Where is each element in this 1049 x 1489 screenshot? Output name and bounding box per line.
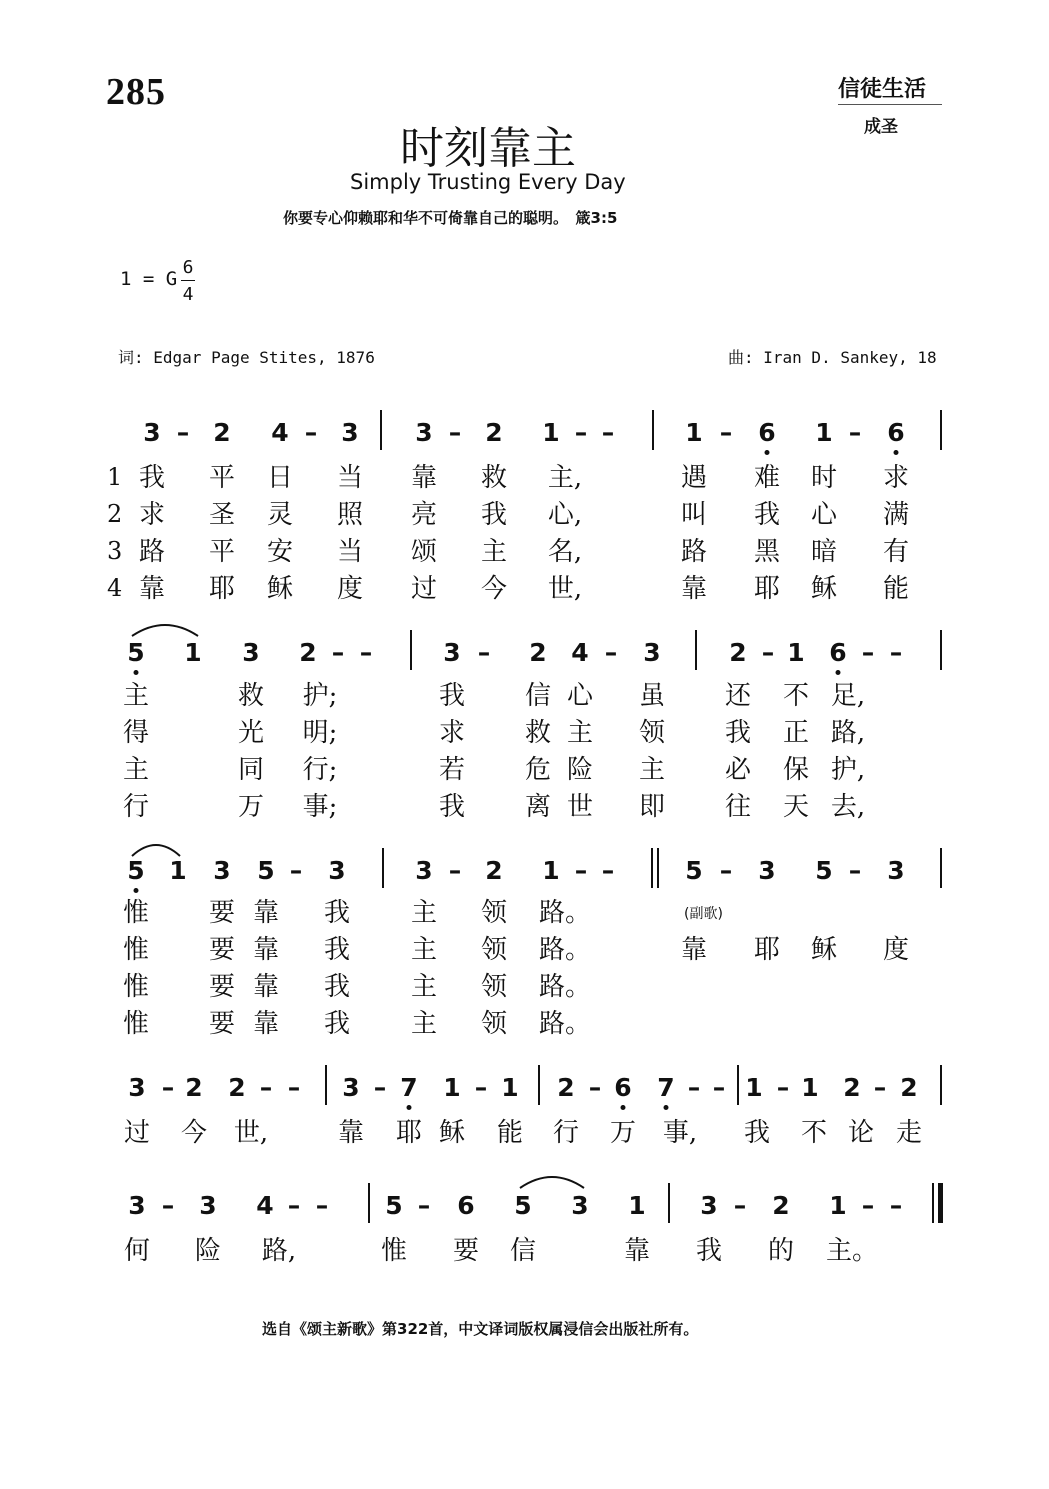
note-low: 6: [829, 638, 847, 667]
lyric: 去,: [830, 792, 866, 822]
lyric: 领: [480, 1009, 508, 1039]
scripture-reference: 你要专心仰赖耶和华不可倚靠自己的聪明。 箴3:5: [283, 209, 618, 227]
lyric: 要: [208, 972, 236, 1002]
lyric: 黑: [753, 537, 781, 567]
note: 1: [542, 418, 560, 447]
slur: [130, 838, 182, 858]
note: 1: [501, 1073, 519, 1102]
lyric: 信: [524, 681, 552, 711]
verse-number: 4: [107, 574, 123, 602]
lyric: 主: [638, 755, 666, 785]
barline: [668, 1183, 670, 1223]
lyricist-credit: 词: Edgar Page Stites, 1876: [118, 348, 375, 367]
low-octave-dot: [407, 1105, 412, 1110]
low-octave-dot: [621, 1105, 626, 1110]
lyric: 路: [680, 537, 708, 567]
lyric: 心,: [547, 500, 583, 530]
lyric: 平: [208, 463, 236, 493]
lyric: 光: [237, 718, 265, 748]
lyric: 路,: [830, 718, 866, 748]
dash: –: [176, 418, 190, 447]
lyric: 靠: [138, 574, 166, 604]
lyric: 何: [123, 1236, 151, 1266]
lyric: 行;: [302, 755, 338, 785]
lyric: 求: [438, 718, 466, 748]
note-low: 6: [887, 418, 905, 447]
dash: –: [259, 1073, 273, 1102]
dash: –: [733, 1191, 747, 1220]
note: 3: [242, 638, 260, 667]
hymn-title: 时刻靠主: [400, 123, 576, 174]
lyric: 得: [122, 718, 150, 748]
lyric: 信: [509, 1236, 537, 1266]
lyric: 领: [480, 972, 508, 1002]
dash: –: [848, 418, 862, 447]
lyric: 当: [336, 463, 364, 493]
lyric: 路。: [538, 972, 592, 1002]
lyric: 还: [724, 681, 752, 711]
lyric: 事;: [302, 792, 338, 822]
dash: –: [304, 418, 318, 447]
note: 1: [443, 1073, 461, 1102]
note: 5: [385, 1191, 403, 1220]
lyric: 时: [810, 463, 838, 493]
lyric: 能: [496, 1118, 524, 1148]
lyric: 今: [480, 574, 508, 604]
lyric: 离: [524, 792, 552, 822]
dash: –: [287, 1073, 301, 1102]
dash: –: [574, 418, 588, 447]
category-label: 信徒生活: [838, 76, 927, 102]
dash: –: [287, 1191, 301, 1220]
note: 5: [514, 1191, 532, 1220]
slur: [130, 618, 200, 638]
note: 3: [700, 1191, 718, 1220]
dash: –: [331, 638, 345, 667]
lyric: 圣: [208, 500, 236, 530]
dash: –: [315, 1191, 329, 1220]
lyric: 我: [695, 1236, 723, 1266]
low-octave-dot: [134, 670, 139, 675]
lyric: 救: [480, 463, 508, 493]
dash: –: [161, 1191, 175, 1220]
final-barline-thick: [938, 1183, 943, 1223]
note: 2: [213, 418, 231, 447]
lyric: 心: [810, 500, 838, 530]
lyric: 惟: [122, 972, 150, 1002]
dash: –: [687, 1073, 701, 1102]
dash: –: [861, 638, 875, 667]
lyric: 即: [638, 792, 666, 822]
lyric: 行: [122, 792, 150, 822]
note: 4: [571, 638, 589, 667]
dash: –: [712, 1073, 726, 1102]
note-low: 5: [127, 638, 145, 667]
note: 1: [685, 418, 703, 447]
note: 2: [228, 1073, 246, 1102]
note: 3: [143, 418, 161, 447]
lyric: 万: [609, 1118, 637, 1148]
lyric: 不: [782, 681, 810, 711]
barline: [695, 630, 697, 670]
lyric: 路: [138, 537, 166, 567]
lyric: 我: [724, 718, 752, 748]
note: 5: [815, 856, 833, 885]
note: 1: [815, 418, 833, 447]
lyric: 主: [410, 898, 438, 928]
barline: [940, 1065, 942, 1105]
note: 1: [542, 856, 560, 885]
subcategory-label: 成圣: [864, 117, 898, 137]
lyric: 我: [323, 898, 351, 928]
note: 1: [801, 1073, 819, 1102]
barline: [940, 630, 942, 670]
low-octave-dot: [664, 1105, 669, 1110]
lyric: 惟: [122, 935, 150, 965]
lyric: 往: [724, 792, 752, 822]
note: 3: [213, 856, 231, 885]
lyric: 主: [410, 972, 438, 1002]
lyric: 世,: [547, 574, 583, 604]
lyric: 度: [882, 935, 910, 965]
note: 1: [628, 1191, 646, 1220]
barline: [382, 848, 384, 888]
lyric: 领: [480, 935, 508, 965]
note: 3: [128, 1073, 146, 1102]
barline: [940, 848, 942, 888]
lyric: 耶: [753, 935, 781, 965]
note: 1: [169, 856, 187, 885]
lyric: 靠: [252, 972, 280, 1002]
lyric: 我: [438, 681, 466, 711]
lyric: 要: [208, 1009, 236, 1039]
lyric: 救: [524, 718, 552, 748]
lyric: 保: [782, 755, 810, 785]
lyric: 惟: [122, 1009, 150, 1039]
note: 3: [571, 1191, 589, 1220]
note: 3: [199, 1191, 217, 1220]
dash: –: [588, 1073, 602, 1102]
lyric: 难: [753, 463, 781, 493]
dash: –: [873, 1073, 887, 1102]
hymn-subtitle: Simply Trusting Every Day: [350, 170, 626, 194]
note: 5: [685, 856, 703, 885]
lyric: 颂: [410, 537, 438, 567]
dash: –: [604, 638, 618, 667]
lyric: 我: [743, 1118, 771, 1148]
barline: [652, 410, 654, 450]
time-signature-bottom: 4: [182, 284, 194, 305]
verse-number: 3: [107, 537, 123, 565]
lyric: 靠: [680, 574, 708, 604]
dash: –: [289, 856, 303, 885]
lyric: 我: [138, 463, 166, 493]
note: 3: [128, 1191, 146, 1220]
note: 4: [256, 1191, 274, 1220]
category-underline: [838, 104, 942, 105]
note-low: 5: [127, 856, 145, 885]
dash: –: [889, 1191, 903, 1220]
lyric: 满: [882, 500, 910, 530]
low-octave-dot: [134, 888, 139, 893]
note: 3: [643, 638, 661, 667]
lyric: 要: [208, 898, 236, 928]
note: 3: [443, 638, 461, 667]
lyric: 事,: [662, 1118, 698, 1148]
note: 1: [745, 1073, 763, 1102]
note: 3: [887, 856, 905, 885]
lyric: 耶: [753, 574, 781, 604]
lyric: 遇: [680, 463, 708, 493]
refrain-label: (副歌): [684, 906, 723, 922]
note: 3: [415, 418, 433, 447]
lyric: 主,: [547, 463, 583, 493]
note-low: 6: [758, 418, 776, 447]
lyric: 靠: [623, 1236, 651, 1266]
note: 1: [787, 638, 805, 667]
lyric: 领: [480, 898, 508, 928]
lyric: 世: [566, 792, 594, 822]
lyric: 过: [410, 574, 438, 604]
note: 3: [758, 856, 776, 885]
dash: –: [417, 1191, 431, 1220]
lyric: 的: [767, 1236, 795, 1266]
double-barline: [657, 848, 659, 888]
lyric: 主: [480, 537, 508, 567]
dash: –: [889, 638, 903, 667]
barline: [538, 1065, 540, 1105]
lyric: 叫: [680, 500, 708, 530]
note: 2: [529, 638, 547, 667]
lyric: 度: [336, 574, 364, 604]
lyric: 要: [208, 935, 236, 965]
final-barline-thin: [932, 1183, 934, 1223]
copyright-footer: 选自《颂主新歌》第322首，中文译词版权属浸信会出版社所有。: [262, 1320, 699, 1338]
hymn-number: 285: [106, 71, 166, 113]
note: 2: [299, 638, 317, 667]
lyric: 行: [552, 1118, 580, 1148]
lyric: 险: [194, 1236, 222, 1266]
lyric: 心: [566, 681, 594, 711]
time-signature-line: [181, 280, 195, 281]
lyric: 暗: [810, 537, 838, 567]
lyric: 过: [123, 1118, 151, 1148]
lyric: 惟: [122, 898, 150, 928]
dash: –: [161, 1073, 175, 1102]
lyric: 靠: [410, 463, 438, 493]
double-barline: [651, 848, 653, 888]
lyric: 险: [566, 755, 594, 785]
composer-credit: 曲: Iran D. Sankey, 18: [728, 348, 937, 367]
lyric: 主。: [825, 1236, 879, 1266]
lyric: 今: [180, 1118, 208, 1148]
dash: –: [359, 638, 373, 667]
lyric: 亮: [410, 500, 438, 530]
lyric: 照: [336, 500, 364, 530]
lyric: 若: [438, 755, 466, 785]
note: 3: [328, 856, 346, 885]
verse-number: 1: [107, 463, 123, 491]
lyric: 靠: [252, 898, 280, 928]
lyric: 当: [336, 537, 364, 567]
lyric: 危: [524, 755, 552, 785]
lyric: 灵: [266, 500, 294, 530]
lyric: 求: [882, 463, 910, 493]
lyric: 路。: [538, 898, 592, 928]
lyric: 耶: [395, 1118, 423, 1148]
dash: –: [574, 856, 588, 885]
lyric: 平: [208, 537, 236, 567]
note: 2: [485, 856, 503, 885]
barline: [410, 630, 412, 670]
lyric: 我: [323, 972, 351, 1002]
lyric: 天: [782, 792, 810, 822]
dash: –: [474, 1073, 488, 1102]
lyric: 求: [138, 500, 166, 530]
dash: –: [761, 638, 775, 667]
dash: –: [776, 1073, 790, 1102]
dash: –: [601, 856, 615, 885]
lyric: 领: [638, 718, 666, 748]
dash: –: [448, 418, 462, 447]
lyric: 正: [782, 718, 810, 748]
lyric: 路。: [538, 935, 592, 965]
dash: –: [477, 638, 491, 667]
note: 2: [729, 638, 747, 667]
lyric: 耶: [208, 574, 236, 604]
lyric: 稣: [438, 1118, 466, 1148]
lyric: 路。: [538, 1009, 592, 1039]
lyric: 稣: [810, 574, 838, 604]
lyric: 我: [438, 792, 466, 822]
note-low: 6: [614, 1073, 632, 1102]
lyric: 靠: [680, 935, 708, 965]
lyric: 足,: [830, 681, 866, 711]
lyric: 万: [237, 792, 265, 822]
lyric: 名,: [547, 537, 583, 567]
lyric: 靠: [252, 935, 280, 965]
lyric: 救: [237, 681, 265, 711]
dash: –: [719, 856, 733, 885]
note: 2: [185, 1073, 203, 1102]
lyric: 我: [323, 935, 351, 965]
barline: [368, 1183, 370, 1223]
barline: [380, 410, 382, 450]
lyric: 主: [122, 681, 150, 711]
lyric: 主: [410, 1009, 438, 1039]
lyric: 虽: [638, 681, 666, 711]
dash: –: [601, 418, 615, 447]
dash: –: [719, 418, 733, 447]
note: 2: [557, 1073, 575, 1102]
lyric: 我: [480, 500, 508, 530]
note: 1: [829, 1191, 847, 1220]
lyric: 世,: [233, 1118, 269, 1148]
lyric: 能: [882, 574, 910, 604]
note: 6: [457, 1191, 475, 1220]
lyric: 主: [566, 718, 594, 748]
low-octave-dot: [894, 450, 899, 455]
dash: –: [448, 856, 462, 885]
lyric: 明;: [302, 718, 338, 748]
lyric: 主: [122, 755, 150, 785]
note: 2: [900, 1073, 918, 1102]
note: 3: [341, 418, 359, 447]
lyric: 同: [237, 755, 265, 785]
note: 1: [184, 638, 202, 667]
lyric: 靠: [337, 1118, 365, 1148]
note: 2: [772, 1191, 790, 1220]
lyric: 论: [847, 1118, 875, 1148]
note: 2: [485, 418, 503, 447]
lyric: 护,: [830, 755, 866, 785]
lyric: 稣: [266, 574, 294, 604]
lyric: 稣: [810, 935, 838, 965]
lyric: 主: [410, 935, 438, 965]
time-signature-top: 6: [182, 257, 194, 278]
dash: –: [861, 1191, 875, 1220]
barline: [940, 410, 942, 450]
lyric: 不: [800, 1118, 828, 1148]
lyric: 惟: [380, 1236, 408, 1266]
lyric: 要: [452, 1236, 480, 1266]
lyric: 我: [323, 1009, 351, 1039]
lyric: 靠: [252, 1009, 280, 1039]
note-low: 7: [657, 1073, 675, 1102]
low-octave-dot: [765, 450, 770, 455]
dash: –: [848, 856, 862, 885]
key-signature: 1 = G: [120, 268, 178, 290]
low-octave-dot: [836, 670, 841, 675]
lyric: 走: [895, 1118, 923, 1148]
lyric: 日: [266, 463, 294, 493]
barline: [325, 1065, 327, 1105]
slur: [518, 1170, 586, 1190]
lyric: 路,: [261, 1236, 297, 1266]
note: 3: [415, 856, 433, 885]
lyric: 有: [882, 537, 910, 567]
dash: –: [373, 1073, 387, 1102]
note: 5: [257, 856, 275, 885]
verse-number: 2: [107, 500, 123, 528]
note: 4: [271, 418, 289, 447]
note-low: 7: [400, 1073, 418, 1102]
note: 3: [342, 1073, 360, 1102]
lyric: 安: [266, 537, 294, 567]
lyric: 护;: [302, 681, 338, 711]
barline: [737, 1065, 739, 1105]
lyric: 必: [724, 755, 752, 785]
lyric: 我: [753, 500, 781, 530]
note: 2: [843, 1073, 861, 1102]
